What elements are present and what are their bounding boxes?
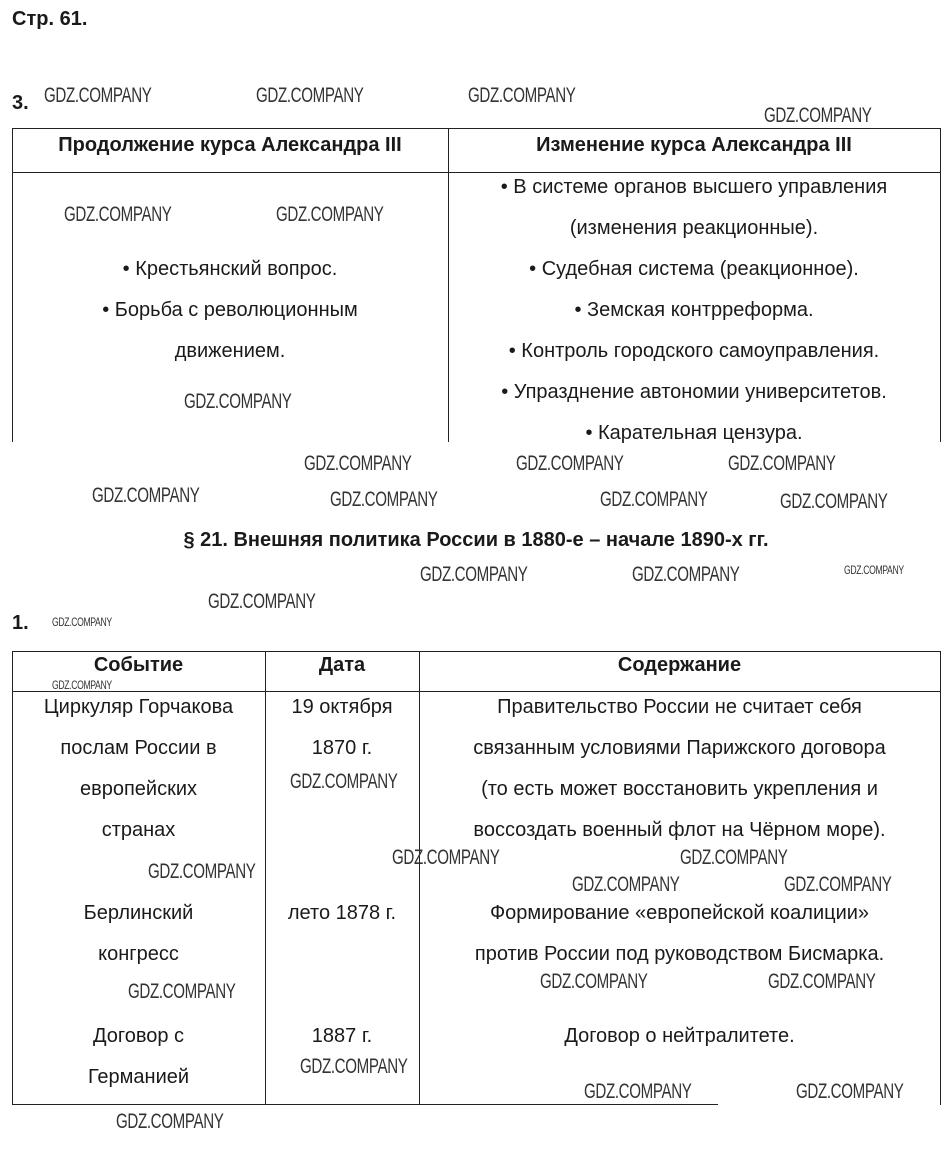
column-header: Продолжение курса Александра III [58,134,402,156]
watermark: GDZ.COMPANY [148,860,256,883]
watermark: GDZ.COMPANY [632,563,740,586]
watermark: GDZ.COMPANY [184,390,292,413]
list-item: движением. [174,340,286,362]
watermark: GDZ.COMPANY [600,488,708,511]
task-number: 1. [12,612,29,634]
table-cell-content: воссоздать военный флот на Чёрном море). [473,819,886,841]
table-cell-date: лето 1878 г. [287,902,397,924]
watermark: GDZ.COMPANY [728,452,836,475]
section-title: § 21. Внешняя политика России в 1880-е – начале 1890-х гг. [183,529,769,551]
watermark: GDZ.COMPANY [796,1080,904,1103]
list-item: • Контроль городского самоуправления. [508,340,880,362]
watermark: GDZ.COMPANY [572,873,680,896]
table-cell-event: Циркуляр Горчакова [43,696,234,718]
table-cell-date: 19 октября [291,696,393,718]
watermark: GDZ.COMPANY [290,770,398,793]
watermark: GDZ.COMPANY [52,678,112,692]
table-cell-event: Германией [87,1066,190,1088]
watermark: GDZ.COMPANY [256,84,364,107]
table-cell-content: против России под руководством Бисмарка. [474,943,885,965]
watermark: GDZ.COMPANY [52,615,112,629]
table-cell-date: 1870 г. [311,737,373,759]
watermark: GDZ.COMPANY [780,490,888,513]
watermark: GDZ.COMPANY [64,203,172,226]
watermark: GDZ.COMPANY [680,846,788,869]
watermark: GDZ.COMPANY [540,970,648,993]
table-cell-content: связанным условиями Парижского договора [473,737,886,759]
watermark: GDZ.COMPANY [468,84,576,107]
watermark: GDZ.COMPANY [584,1080,692,1103]
watermark: GDZ.COMPANY [420,563,528,586]
watermark: GDZ.COMPANY [116,1110,224,1133]
list-item: • Земская контрреформа. [574,299,814,321]
watermark: GDZ.COMPANY [44,84,152,107]
watermark: GDZ.COMPANY [300,1055,408,1078]
table-cell-date: 1887 г. [311,1025,373,1047]
table-cell-content: Договор о нейтралитете. [564,1025,795,1047]
watermark: GDZ.COMPANY [276,203,384,226]
column-header: Изменение курса Александра III [536,134,852,156]
watermark: GDZ.COMPANY [768,970,876,993]
list-item: • Карательная цензура. [585,422,803,444]
list-item: (изменения реакционные). [569,217,819,239]
watermark: GDZ.COMPANY [784,873,892,896]
watermark: GDZ.COMPANY [304,452,412,475]
column-header-event: Событие [93,654,184,676]
watermark: GDZ.COMPANY [92,484,200,507]
table-cell-event: странах [101,819,176,841]
table-cell-content: Формирование «европейской коалиции» [489,902,870,924]
list-item: • Крестьянский вопрос. [122,258,338,280]
watermark: GDZ.COMPANY [330,488,438,511]
watermark: GDZ.COMPANY [764,104,872,127]
list-item: • Упразднение автономии университетов. [501,381,887,403]
table-cell-content: Правительство России не считает себя [497,696,862,718]
table-cell-event: послам России в [60,737,217,759]
page-label: Стр. 61. [12,8,88,30]
watermark: GDZ.COMPANY [128,980,236,1003]
watermark: GDZ.COMPANY [844,563,904,577]
column-header-content: Содержание [617,654,742,676]
watermark: GDZ.COMPANY [392,846,500,869]
task-number: 3. [12,92,29,114]
table-cell-event: конгресс [98,943,179,965]
list-item: • Борьба с революционным [102,299,358,321]
table-cell-event: европейских [79,778,198,800]
table-cell-content: (то есть может восстановить укрепления и [481,778,878,800]
watermark: GDZ.COMPANY [516,452,624,475]
column-header-date: Дата [318,654,366,676]
list-item: • Судебная система (реакционное). [529,258,859,280]
table-cell-event: Берлинский [83,902,194,924]
table-cell-event: Договор с [92,1025,185,1047]
watermark: GDZ.COMPANY [208,590,316,613]
list-item: • В системе органов высшего управления [500,176,888,198]
